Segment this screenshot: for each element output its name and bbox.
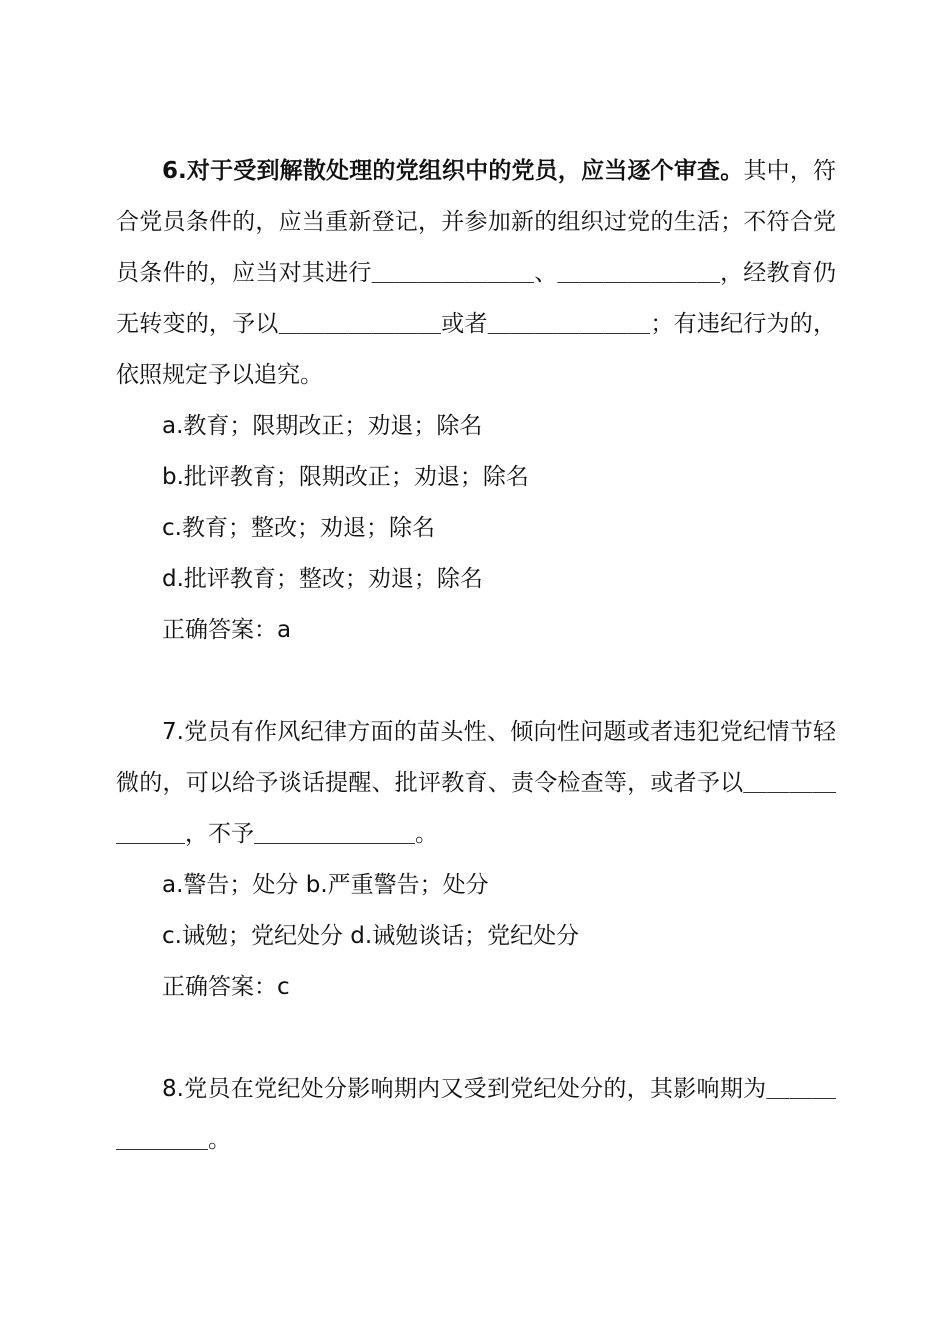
question-6-option-d: d.批评教育；整改；劝退；除名 [162,566,483,592]
question-6-option-a: a.教育；限期改正；劝退；除名 [162,413,483,439]
question-6-option-b: b.批评教育；限期改正；劝退；除名 [162,464,529,490]
question-6-option-c: c.教育；整改；劝退；除名 [162,515,435,541]
question-8-text: 8.党员在党纪处分影响期内又受到党纪处分的，其影响期为＿＿＿＿＿＿＿。 [116,1076,836,1153]
question-7-text: 7.党员有作风纪律方面的苗头性、倾向性问题或者违犯党纪情节轻微的，可以给予谈话提醒、批评教育、责令检查等，或者予以＿＿＿＿＿＿＿，不予＿＿＿＿＿＿＿。 [116,719,836,847]
spacer [116,656,836,707]
spacer [116,1013,836,1064]
question-6-answer: 正确答案：a [162,617,292,643]
question-7-options-ab: a.警告；处分 b.严重警告；处分 [162,872,489,898]
document-page [116,146,836,1166]
question-7 [116,707,836,1013]
question-7-options-cd: c.诫勉；党纪处分 d.诫勉谈话；党纪处分 [162,923,580,949]
question-8 [116,1064,836,1166]
question-6-text [116,146,836,401]
question-6 [116,146,836,656]
question-7-answer: 正确答案：c [162,974,290,1000]
question-6-lead: 6.对于受到解散处理的党组织中的党员，应当逐个审查。 [162,158,744,184]
question-6-body: 其中，符合党员条件的，应当重新登记，并参加新的组织过党的生活；不符合党员条件的，应当对其进行＿＿＿＿＿＿＿、＿＿＿＿＿＿＿，经教育仍无转变的，予以＿＿＿＿＿＿＿或者＿＿＿＿＿＿＿；有违纪行为的，依照规定予以追究。 [116,158,836,388]
